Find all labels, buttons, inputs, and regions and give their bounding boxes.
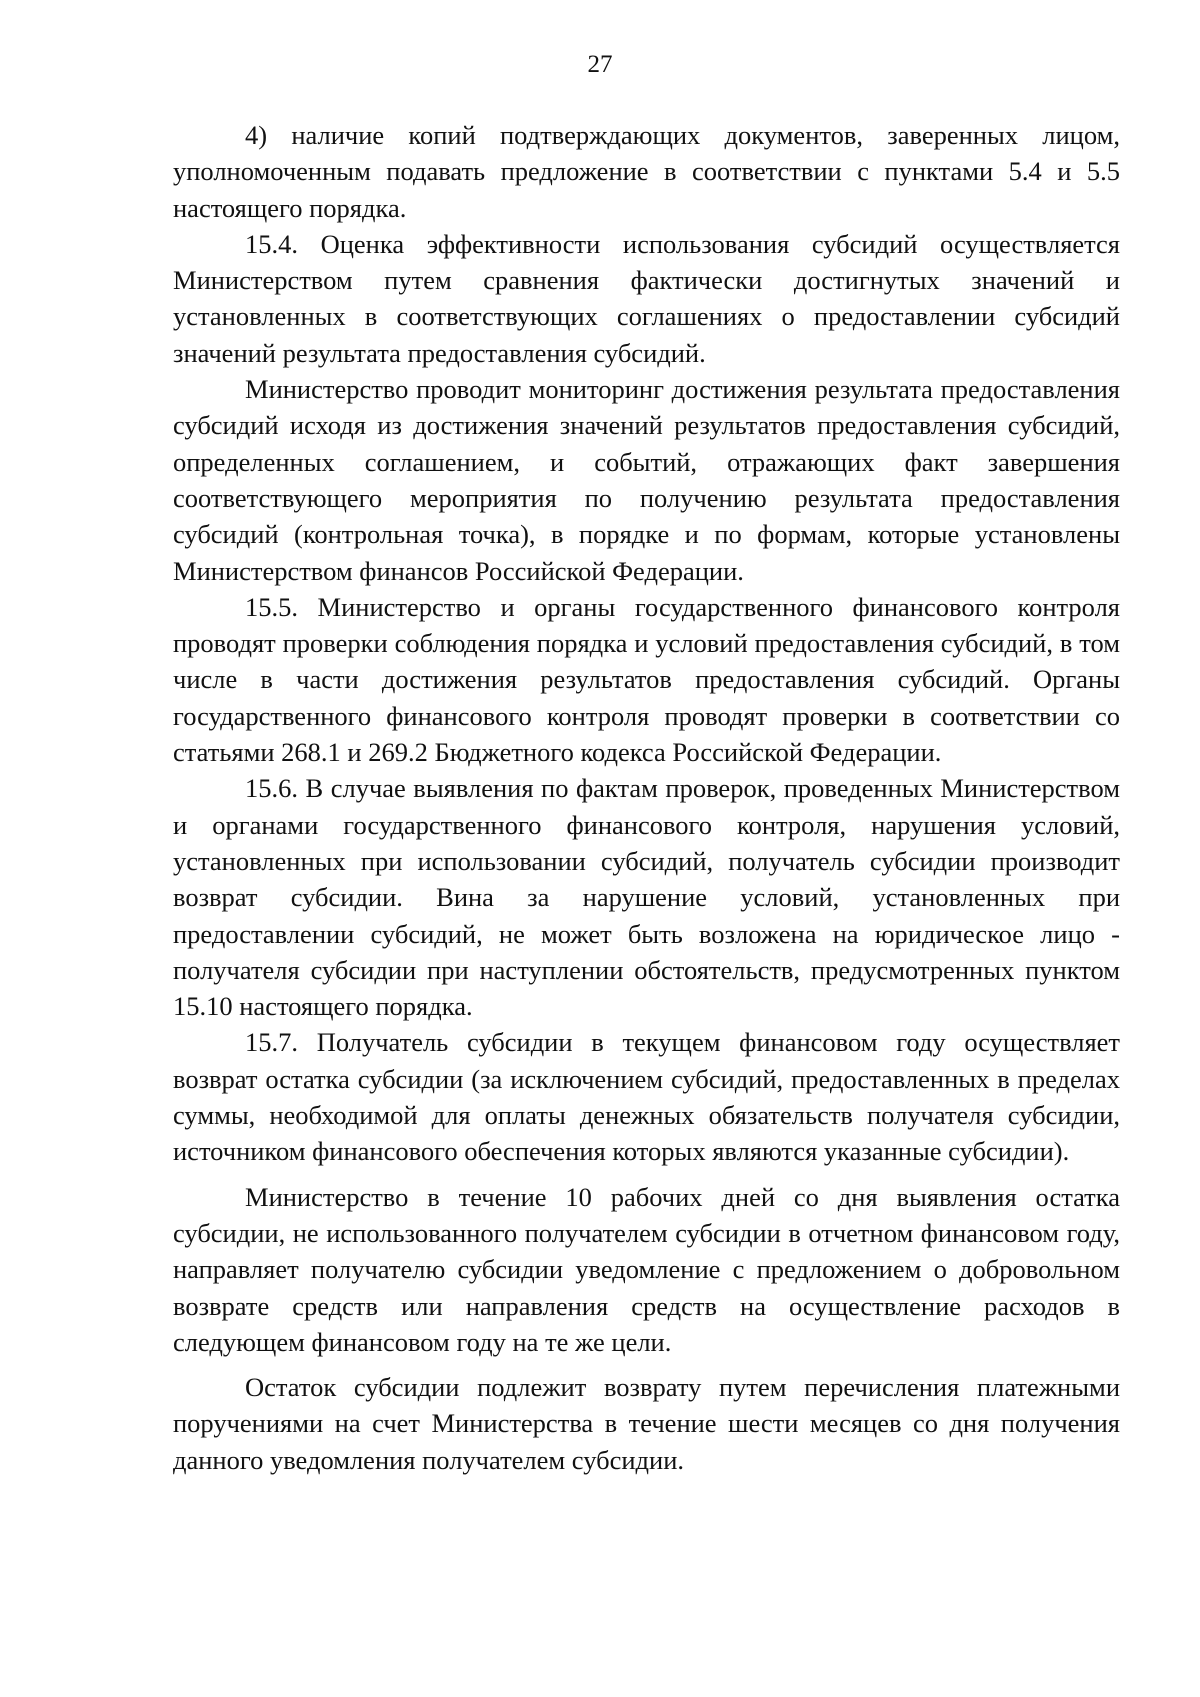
paragraph-item-4: 4) наличие копий подтверждающих документов, заверенных лицом, уполномоченным подавать предложение в соответствии с пунктами 5.4 и 5.5 настоящего порядка. — [173, 120, 1120, 223]
paragraph-15-7: 15.7. Получатель субсидии в текущем финансовом году осуществляет возврат остатка субсидии (за исключением субсидий, предоставленных в пределах суммы, необходимой для оплаты денежных обязательств получателя субсидии, источником финансового обеспечения которых являются указанные субсидии). — [173, 1027, 1120, 1167]
paragraph-15-5: 15.5. Министерство и органы государственного финансового контроля проводят проверки соблюдения порядка и условий предоставления субсидий, в том числе в части достижения результатов предоставления субсидий. Органы государственного финансового контроля проводят проверки в соответствии со статьями 268.1 и 269.2 Бюджетного кодекса Российской Федерации. — [173, 591, 1120, 768]
paragraph-notification: Министерство в течение 10 рабочих дней со дня выявления остатка субсидии, не использованного получателем субсидии в отчетном финансовом году, направляет получателю субсидии уведомление с предложением о добровольном возврате средств или направления средств на осуществление расходов в следующем финансовом году на те же цели. — [173, 1181, 1120, 1357]
paragraph-return: Остаток субсидии подлежит возврату путем перечисления платежными поручениями на счет Министерства в течение шести месяцев со дня получения данного уведомления получателем субсидии. — [173, 1372, 1120, 1475]
document-body — [173, 117, 1120, 1478]
page-number: 27 — [587, 51, 613, 78]
paragraph-15-6: 15.6. В случае выявления по фактам проверок, проведенных Министерством и органами государственного финансового контроля, нарушения условий, установленных при использовании субсидий, получатель субсидии производит возврат субсидии. Вина за нарушение условий, установленных при предоставлении субсидий, не может быть возложена на юридическое лицо - получателя субсидии при наступлении обстоятельств, предусмотренных пунктом 15.10 настоящего порядка. — [173, 773, 1120, 1022]
paragraph-15-4: 15.4. Оценка эффективности использования субсидий осуществляется Министерством путем сравнения фактически достигнутых значений и установленных в соответствующих соглашениях о предоставлении субсидий значений результата предоставления субсидий. — [173, 228, 1120, 368]
paragraph-monitoring: Министерство проводит мониторинг достижения результата предоставления субсидий исходя из достижения значений результатов предоставления субсидий, определенных соглашением, и событий, отражающих факт завершения соответствующего мероприятия по получению результата предоставления субсидий (контрольная точка), в порядке и по формам, которые установлены Министерством финансов Российской Федерации. — [173, 374, 1120, 586]
